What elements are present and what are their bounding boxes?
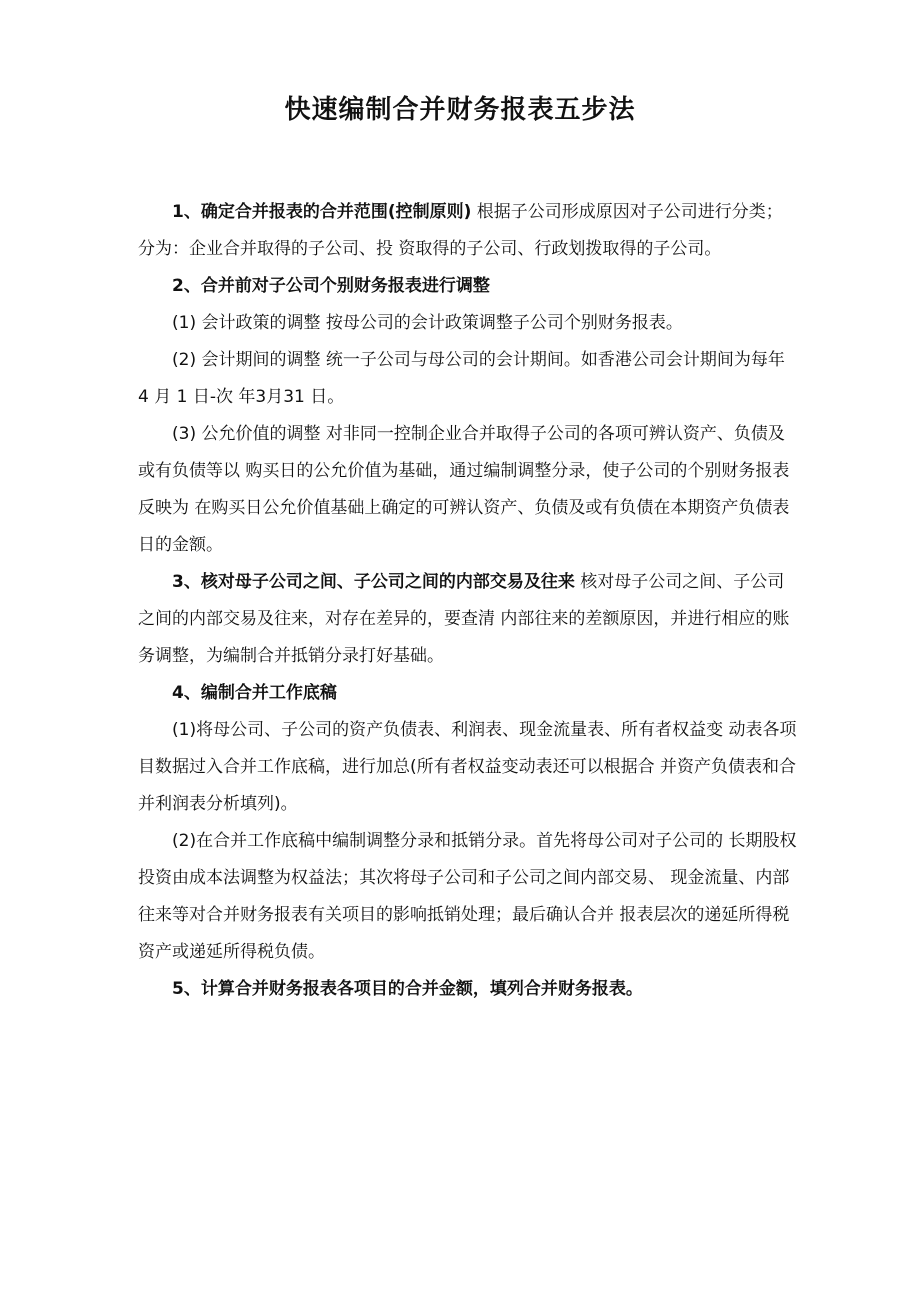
document-title: 快速编制合并财务报表五步法 [284, 95, 636, 125]
paragraph-step-1 [138, 194, 798, 268]
step-2-item-3: (3) 公允价值的调整 对非同一控制企业合并取得子公司的各项可辨认资产、负债及或有负债等以 购买日的公允价值为基础，通过编制调整分录，使子公司的个别财务报表反映为 在购买日公允价值基础上确定的可辨认资产、负债及或有负债在本期资产负债表 日的金额。 [138, 424, 790, 555]
step-4-heading: 4、编制合并工作底稿 [172, 683, 337, 703]
step-1-heading: 1、确定合并报表的合并范围(控制原则) [172, 202, 472, 222]
step-1-text: 根据子公司形成原因对子公司进行分类；分为：企业合并取得的子公司、投 资取得的子公司、行政划拨取得的子公司。 [138, 202, 783, 259]
step-4-item-2: (2)在合并工作底稿中编制调整分录和抵销分录。首先将母公司对子公司的 长期股权投资由成本法调整为权益法；其次将母子公司和子公司之间内部交易、 现金流量、内部往来等对合并财务报表有关项目的影响抵销处理；最后确认合并 报表层次的递延所得税资产或递延所得税负债。 [138, 831, 797, 962]
step-2-heading: 2、合并前对子公司个别财务报表进行调整 [172, 276, 490, 296]
step-2-item-2: (2) 会计期间的调整 统一子公司与母公司的会计期间。如香港公司会计期间为每年 4 月 1 日-次 年3月31 日。 [138, 350, 785, 407]
step-4-item-1: (1)将母公司、子公司的资产负债表、利润表、现金流量表、所有者权益变 动表各项目数据过入合并工作底稿，进行加总(所有者权益变动表还可以根据合 并资产负债表和合并利润表分析填列)。 [138, 720, 797, 814]
step-3-heading: 3、核对母子公司之间、子公司之间的内部交易及往来 [172, 572, 575, 592]
step-5-heading: 5、计算合并财务报表各项目的合并金额，填列合并财务报表。 [172, 979, 643, 999]
paragraph-step-3 [138, 564, 798, 675]
document-body [138, 194, 798, 1008]
step-3-text: 核对母子公司之间、子公司之间的内部交易及往来，对存在差异的，要查清 内部往来的差额原因，并进行相应的账务调整，为编制合并抵销分录打好基础。 [138, 572, 790, 666]
step-2-item-1: (1) 会计政策的调整 按母公司的会计政策调整子公司个别财务报表。 [172, 313, 683, 333]
